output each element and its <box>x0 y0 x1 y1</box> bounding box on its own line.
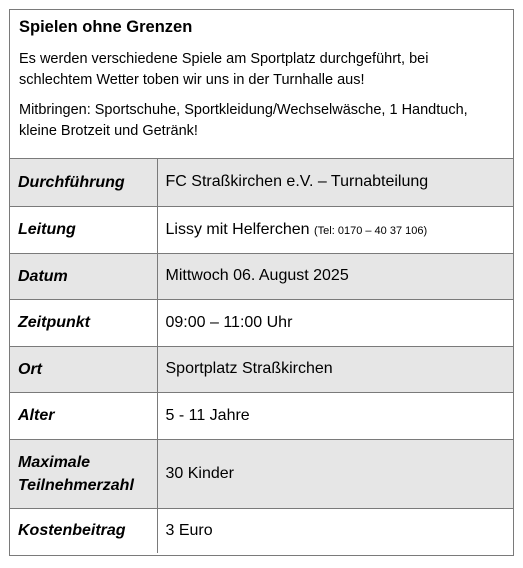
table-row-datum <box>10 253 513 299</box>
event-description: Es werden verschiedene Spiele am Sportplatz durchgeführt, bei schlechtem Wetter toben wir uns in der Turnhalle aus! <box>19 51 429 88</box>
row-value: Mittwoch 06. August 2025 <box>157 253 513 299</box>
row-value-with-note <box>157 206 513 253</box>
row-label: Alter <box>10 392 157 439</box>
event-title: Spielen ohne Grenzen <box>19 18 193 36</box>
table-row-ort <box>10 346 513 392</box>
row-value: 5 - 11 Jahre <box>157 392 513 439</box>
row-value: FC Straßkirchen e.V. – Turnabteilung <box>157 159 513 206</box>
row-value: Sportplatz Straßkirchen <box>157 346 513 392</box>
row-label: Leitung <box>10 206 157 253</box>
table-row-kostenbeitrag <box>10 508 513 553</box>
table-row-alter <box>10 392 513 439</box>
row-label: Durchführung <box>10 159 157 206</box>
row-value: 30 Kinder <box>157 439 513 508</box>
row-label: Kostenbeitrag <box>10 508 157 553</box>
row-label: Ort <box>10 346 157 392</box>
row-label: Datum <box>10 253 157 299</box>
details-table <box>10 159 513 553</box>
table-row-teilnehmerzahl <box>10 439 513 508</box>
table-row-leitung <box>10 206 513 253</box>
table-row-durchfuehrung <box>10 159 513 206</box>
row-value: 09:00 – 11:00 Uhr <box>157 299 513 346</box>
table-row-zeitpunkt <box>10 299 513 346</box>
bring-along-text: Mitbringen: Sportschuhe, Sportkleidung/Wechselwäsche, 1 Handtuch, kleine Brotzeit und Getränk! <box>19 102 468 139</box>
phone-note: (Tel: 0170 – 40 37 106) <box>314 224 428 237</box>
leitung-name: Lissy mit Helferchen <box>165 220 310 238</box>
row-value: 3 Euro <box>157 508 513 553</box>
info-card <box>9 9 514 556</box>
card-header <box>10 10 513 159</box>
row-label: Maximale Teilnehmerzahl <box>10 439 157 508</box>
row-label: Zeitpunkt <box>10 299 157 346</box>
